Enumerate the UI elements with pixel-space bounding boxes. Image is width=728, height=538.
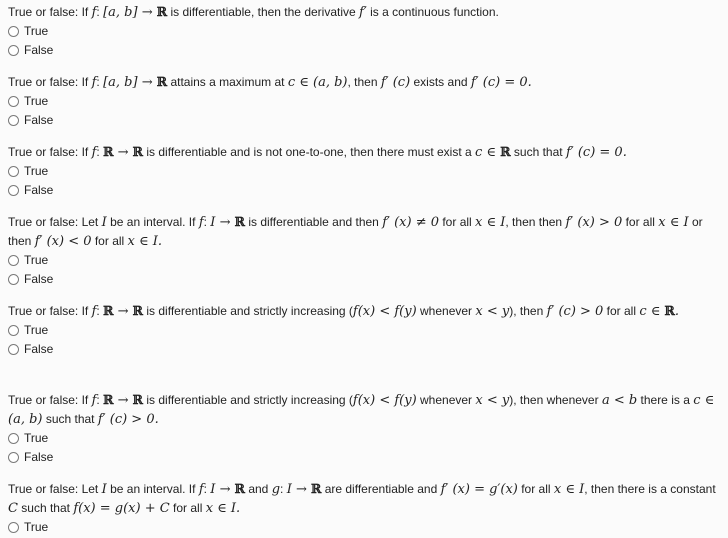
math-expression: [a, b] → — [103, 5, 157, 20]
option-label[interactable]: False — [24, 113, 54, 127]
question-text — [8, 301, 720, 321]
math-reals-symbol: ℝ — [234, 481, 245, 496]
question-text — [8, 479, 720, 518]
question-2 — [8, 72, 720, 130]
math-expression: f — [198, 215, 204, 230]
question-text-run: or then — [8, 215, 703, 248]
math-reals-symbol: ℝ — [103, 303, 114, 318]
question-6 — [8, 390, 720, 467]
math-expression: f′ (x) = g′(x) — [440, 482, 518, 497]
question-text-run: : — [96, 5, 104, 19]
math-expression: f(x) < f(y) — [352, 393, 417, 408]
question-text-run: be an interval. If — [106, 482, 199, 496]
question-text-run: , then then — [505, 215, 566, 229]
question-4 — [8, 212, 720, 289]
question-text-run: and — [244, 482, 272, 496]
question-text-run: : — [203, 215, 211, 229]
option-false[interactable] — [8, 41, 720, 60]
question-text — [8, 212, 720, 251]
math-expression: I — [101, 482, 107, 497]
question-text-run: such that — [42, 412, 98, 426]
math-expression: f′ (c) = 0. — [565, 145, 627, 160]
option-label[interactable]: True — [24, 24, 49, 38]
question-3 — [8, 142, 720, 200]
math-reals-symbol: ℝ — [132, 144, 144, 159]
question-text-run: attains a maximum at — [167, 75, 288, 89]
math-expression: → — [113, 145, 133, 160]
answer-options — [8, 92, 720, 130]
option-true[interactable] — [8, 321, 720, 340]
option-false[interactable] — [8, 111, 720, 130]
radio-button[interactable] — [8, 185, 19, 196]
math-expression: I → — [210, 215, 235, 230]
math-expression: f′ (c) = 0. — [470, 75, 532, 90]
question-text-run: ), then whenever — [509, 393, 602, 407]
question-text-run: True or false: If — [8, 75, 92, 89]
math-expression: [a, b] → — [103, 75, 157, 90]
question-text — [8, 390, 720, 429]
option-label[interactable]: False — [24, 342, 54, 356]
option-true[interactable] — [8, 251, 720, 270]
question-text-run: True or false: Let — [8, 215, 102, 229]
math-expression: x ∈ I. — [205, 501, 241, 516]
math-expression: f′ (x) > 0 — [565, 215, 623, 230]
option-label[interactable]: True — [24, 520, 49, 534]
radio-button[interactable] — [8, 45, 19, 56]
math-reals-symbol: ℝ — [132, 392, 144, 407]
question-text-run: True or false: If — [8, 304, 92, 318]
radio-button[interactable] — [8, 26, 19, 37]
option-label[interactable]: True — [24, 431, 49, 445]
question-text-run: such that — [17, 501, 74, 515]
question-text-run: is differentiable and then — [244, 215, 383, 229]
math-reals-symbol: ℝ — [500, 144, 511, 159]
question-text-run: is differentiable and strictly increasing ( — [143, 393, 353, 407]
math-expression: f′ (x) ≠ 0 — [382, 215, 440, 230]
option-false[interactable] — [8, 270, 720, 289]
math-expression: c ∈ — [639, 304, 665, 319]
option-label[interactable]: True — [24, 253, 49, 267]
question-text-run: is a continuous function. — [366, 5, 499, 19]
math-expression: C — [8, 501, 18, 516]
option-false[interactable] — [8, 340, 720, 359]
math-expression: f(x) < f(y) — [352, 304, 417, 319]
answer-options — [8, 162, 720, 200]
question-text-run: is differentiable, then the derivative — [167, 5, 360, 19]
math-expression: f — [91, 145, 97, 160]
question-text — [8, 72, 720, 92]
math-expression: f — [91, 393, 97, 408]
math-expression: I → — [286, 482, 311, 497]
answer-options — [8, 321, 720, 359]
math-expression: f — [198, 482, 204, 497]
radio-button[interactable] — [8, 96, 19, 107]
math-reals-symbol: ℝ — [103, 144, 114, 159]
option-true[interactable] — [8, 92, 720, 111]
radio-button[interactable] — [8, 166, 19, 177]
option-true[interactable] — [8, 518, 720, 537]
math-expression: x < y — [475, 304, 510, 319]
math-expression: x < y — [475, 393, 510, 408]
option-label[interactable]: True — [24, 94, 49, 108]
option-false[interactable] — [8, 448, 720, 467]
math-reals-symbol: ℝ — [132, 303, 144, 318]
question-text-run: for all — [603, 304, 640, 318]
question-text-run: True or false: If — [8, 5, 92, 19]
question-text-run: for all — [439, 215, 476, 229]
option-true[interactable] — [8, 429, 720, 448]
math-expression: x ∈ I — [658, 215, 689, 230]
math-expression: I — [101, 215, 107, 230]
math-expression: f — [91, 304, 97, 319]
math-expression: g — [271, 482, 281, 497]
math-expression: x ∈ I — [553, 482, 585, 497]
question-text-run: True or false: Let — [8, 482, 102, 496]
option-label[interactable]: False — [24, 450, 54, 464]
math-expression: . — [674, 304, 680, 319]
answer-options — [8, 251, 720, 289]
question-text-run: are differentiable and — [321, 482, 441, 496]
option-label[interactable]: False — [24, 43, 54, 57]
math-expression: f — [91, 75, 97, 90]
math-reals-symbol: ℝ — [234, 214, 245, 229]
question-text-run: , then there is a constant — [584, 482, 716, 496]
math-expression: f′ (c) > 0. — [97, 412, 159, 427]
math-expression: x ∈ I — [475, 215, 506, 230]
math-expression: → — [113, 393, 133, 408]
question-text-run: be an interval. If — [106, 215, 199, 229]
question-text-run: for all — [91, 234, 128, 248]
question-text-run: whenever — [416, 393, 476, 407]
question-text-run: True or false: If — [8, 145, 92, 159]
radio-button[interactable] — [8, 344, 19, 355]
question-text-run: : — [96, 75, 104, 89]
option-label[interactable]: True — [24, 323, 49, 337]
question-text-run: there is a — [637, 393, 694, 407]
question-7 — [8, 479, 720, 537]
question-text-run: exists and — [410, 75, 471, 89]
question-text-run: : — [96, 145, 104, 159]
question-text-run: for all — [169, 501, 206, 515]
radio-button[interactable] — [8, 255, 19, 266]
radio-button[interactable] — [8, 433, 19, 444]
question-text-run: is differentiable and strictly increasing ( — [143, 304, 353, 318]
question-text-run: for all — [517, 482, 554, 496]
question-text-run: whenever — [416, 304, 476, 318]
math-expression: x ∈ I. — [127, 234, 163, 249]
radio-button[interactable] — [8, 274, 19, 285]
question-text-run: is differentiable and is not one-to-one, then there must exist a — [143, 145, 476, 159]
option-label[interactable]: True — [24, 164, 49, 178]
option-false[interactable] — [8, 181, 720, 200]
math-expression: f′ (c) > 0 — [546, 304, 604, 319]
question-1 — [8, 2, 720, 60]
math-expression: f′ — [359, 5, 367, 20]
option-true[interactable] — [8, 22, 720, 41]
math-expression: f — [91, 5, 97, 20]
question-text-run: ), then — [509, 304, 547, 318]
math-reals-symbol: ℝ — [664, 303, 675, 318]
question-text-run: : — [96, 304, 104, 318]
question-text — [8, 2, 720, 22]
option-true[interactable] — [8, 162, 720, 181]
radio-button[interactable] — [8, 115, 19, 126]
math-expression: c ∈ (a, b) — [8, 393, 715, 427]
math-expression: I → — [210, 482, 235, 497]
math-reals-symbol: ℝ — [103, 392, 114, 407]
question-text-run: True or false: If — [8, 393, 92, 407]
math-expression: f′ (x) < 0 — [34, 234, 92, 249]
math-expression: c ∈ (a, b) — [287, 75, 348, 90]
question-text-run: for all — [622, 215, 659, 229]
answer-options — [8, 22, 720, 60]
answer-options — [8, 429, 720, 467]
question-text-run: such that — [510, 145, 566, 159]
option-label[interactable]: False — [24, 183, 54, 197]
math-expression: → — [113, 304, 133, 319]
math-reals-symbol: ℝ — [156, 4, 168, 19]
answer-options — [8, 518, 720, 537]
question-text-run: : — [96, 393, 104, 407]
question-text-run: : — [203, 482, 211, 496]
radio-button[interactable] — [8, 452, 19, 463]
math-expression: a < b — [601, 393, 638, 408]
math-reals-symbol: ℝ — [310, 481, 322, 496]
question-text-run: : — [280, 482, 287, 496]
radio-button[interactable] — [8, 522, 19, 533]
math-expression: f(x) = g(x) + C — [73, 501, 170, 516]
math-expression: f′ (c) — [380, 75, 411, 90]
question-5 — [8, 301, 720, 359]
math-expression: c ∈ — [475, 145, 501, 160]
question-text — [8, 142, 720, 162]
question-text-run: , then — [347, 75, 381, 89]
option-label[interactable]: False — [24, 272, 54, 286]
math-reals-symbol: ℝ — [156, 74, 168, 89]
radio-button[interactable] — [8, 325, 19, 336]
